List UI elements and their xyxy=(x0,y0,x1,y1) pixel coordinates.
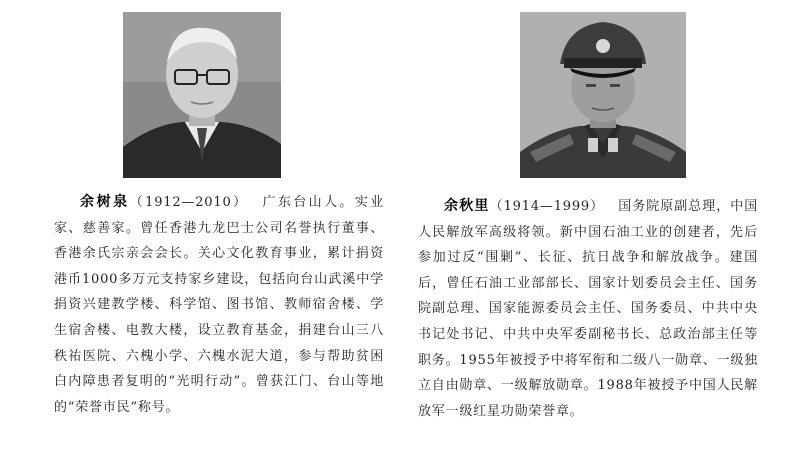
person-years-left: （1912—2010） xyxy=(129,195,249,210)
bio-right xyxy=(418,194,758,424)
bio-text-right: 国务院原副总理，中国人民解放军高级将领。新中国石油工业的创建者，先后参加过反“围剿”、长征、抗日战争和解放战争。建国后，曾任石油工业部部长、国家计划委员会主任、国务院副总理、国家能源委员会主任、国务委员、中共中央书记处书记、中共中央军委副秘书长、总政治部主任等职务。1955年被授予中将军衔和二级八一勋章、一级独立自由勋章、一级解放勋章。1988年被授予中国人民解放军一级红星功勋荣誉章。 xyxy=(418,199,758,419)
portrait-photo-left xyxy=(123,12,281,178)
bio-left xyxy=(54,190,384,420)
person-name-right: 余秋里 xyxy=(444,198,490,214)
bio-text-left: 广东台山人。实业家、慈善家。曾任香港九龙巴士公司名誉执行董事、香港余氏宗亲会会长。关心文化教育事业，累计捐资港币1000多万元支持家乡建设，包括向台山武溪中学捐资兴建教学楼、科学馆、图书馆、教师宿舍楼、学生宿舍楼、电教大楼，设立教育基金，捐建台山三八秩祐医院、六槐小学、六槐水泥大道，参与帮助贫困白内障患者复明的“光明行动”。曾获江门、台山等地的“荣誉市民”称号。 xyxy=(54,195,385,415)
person-name-left: 余树泉 xyxy=(80,194,130,210)
portrait-photo-right xyxy=(520,12,686,178)
person-years-right: （1914—1999） xyxy=(489,199,605,214)
